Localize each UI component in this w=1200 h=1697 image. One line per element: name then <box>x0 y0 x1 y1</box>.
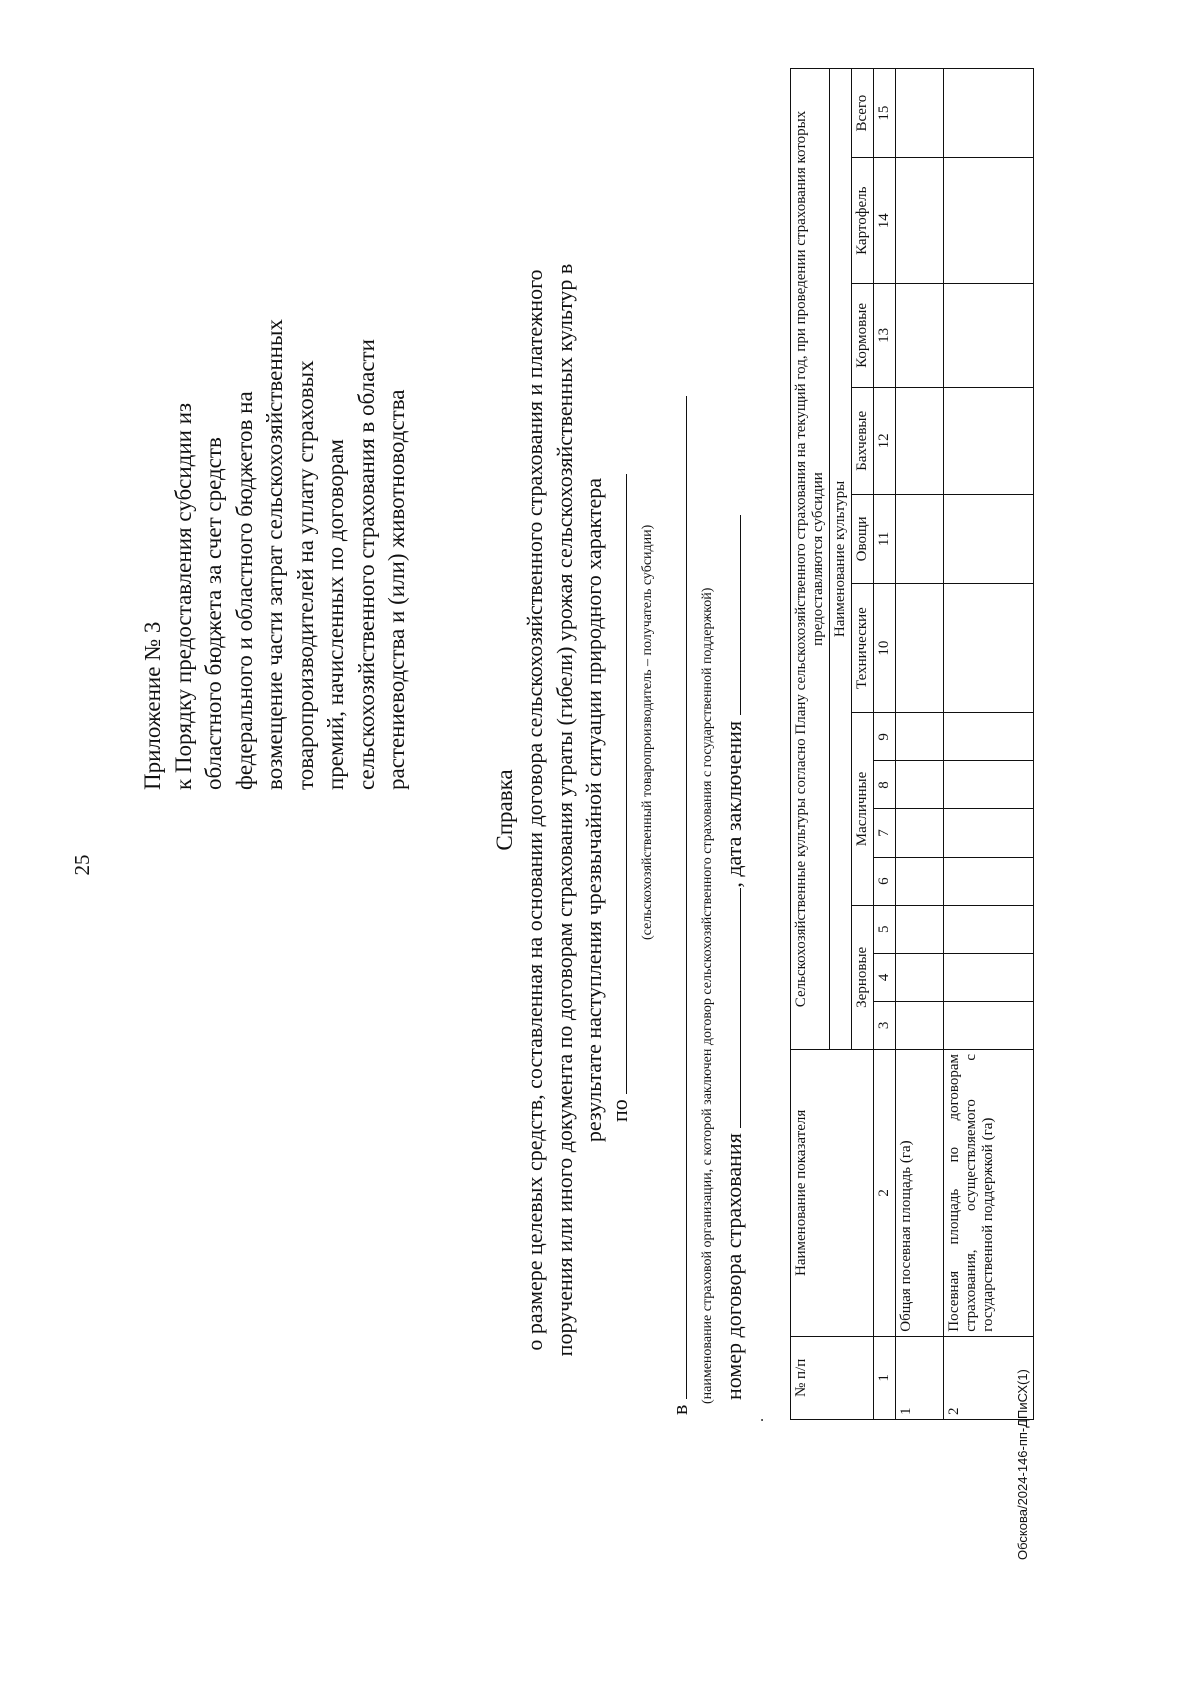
data-cell[interactable] <box>944 761 1034 809</box>
po-caption: (сельскохозяйственный товаропроизводитель – получатель субсидии) <box>640 524 655 940</box>
column-number: 5 <box>874 905 896 953</box>
appendix-line: товаропроизводителей на уплату страховых <box>292 360 318 790</box>
header-vegetables: Овощи <box>852 495 874 584</box>
data-cell[interactable] <box>944 495 1034 584</box>
data-cell[interactable] <box>944 387 1034 494</box>
v-blank[interactable] <box>666 396 687 1399</box>
contract-number-label: номер договора страхования <box>721 1133 746 1400</box>
appendix-line: областного бюджета за счет средств <box>201 437 226 790</box>
column-number: 15 <box>874 69 896 158</box>
appendix-line: сельскохозяйственного страхования в области <box>353 339 379 790</box>
column-number-row <box>874 69 896 1420</box>
data-cell[interactable] <box>896 583 944 713</box>
table-row <box>896 69 944 1420</box>
column-number: 3 <box>874 1001 896 1049</box>
subtitle-line: о размере целевых средств, составленная на основании договора сельскохозяйственного страхования и платежного <box>522 269 547 1351</box>
subsidy-table <box>790 68 1034 1420</box>
appendix-line: премий, начисленных по договорам <box>323 439 348 790</box>
column-number: 13 <box>874 284 896 388</box>
po-label: по <box>607 1099 632 1122</box>
data-cell[interactable] <box>944 158 1034 284</box>
v-line <box>666 396 693 1415</box>
header-oil: Масличные <box>852 713 874 905</box>
column-number: 12 <box>874 387 896 494</box>
header-number: № п/п <box>791 1336 874 1419</box>
header-crop-name: Наименование культуры <box>830 69 852 1050</box>
header-fodder: Кормовые <box>852 284 874 388</box>
appendix-line: растениеводства и (или) животноводства <box>384 389 409 790</box>
data-cell[interactable] <box>944 284 1034 388</box>
data-cell[interactable] <box>896 953 944 1001</box>
contract-date-label: , дата заключения <box>721 720 746 888</box>
appendix-line: к Порядку предоставления субсидии из <box>170 402 196 790</box>
data-cell[interactable] <box>896 713 944 761</box>
column-number: 9 <box>874 713 896 761</box>
header-potato: Картофель <box>852 158 874 284</box>
stray-dot: . <box>750 1418 767 1422</box>
data-cell[interactable] <box>896 809 944 857</box>
page-number: 25 <box>70 854 94 876</box>
data-cell[interactable] <box>896 905 944 953</box>
header-indicator: Наименование показателя <box>791 1049 874 1336</box>
data-cell[interactable] <box>896 284 944 388</box>
column-number: 14 <box>874 158 896 284</box>
subtitle-line: результате наступления чрезвычайной ситуации природного характера <box>581 477 606 1143</box>
data-cell[interactable] <box>896 761 944 809</box>
data-cell[interactable] <box>896 69 944 158</box>
data-cell[interactable] <box>944 905 1034 953</box>
column-number: 11 <box>874 495 896 584</box>
footer-code: Обскова/2024-146-пп-ДПиСХ(1) <box>1015 1369 1030 1560</box>
appendix-block <box>138 50 413 790</box>
column-number: 4 <box>874 953 896 1001</box>
contract-line <box>720 515 747 1400</box>
row-number: 2 <box>944 1336 1034 1419</box>
data-cell[interactable] <box>896 857 944 905</box>
contract-number-blank[interactable] <box>720 888 741 1128</box>
data-cell[interactable] <box>896 387 944 494</box>
data-cell[interactable] <box>944 809 1034 857</box>
document-title: Справка <box>492 769 517 851</box>
data-cell[interactable] <box>944 857 1034 905</box>
data-cell[interactable] <box>896 1001 944 1049</box>
po-line <box>606 474 633 1122</box>
header-group: Сельскохозяйственные культуры согласно Плану сельскохозяйственного страхования на текущий год, при проведении страхования которых предоставляются субсидии <box>791 69 830 1050</box>
subtitle-line: поручения или иного документа по договорам страхования утраты (гибели) урожая сельскохозяйственных культур в <box>551 263 577 1357</box>
appendix-line: федерального и областного бюджетов на <box>231 391 257 790</box>
title-block <box>490 60 609 1560</box>
appendix-line: возмещение части затрат сельскохозяйственных <box>262 319 287 790</box>
po-blank[interactable] <box>606 474 627 1094</box>
data-cell[interactable] <box>944 1001 1034 1049</box>
table-row <box>944 69 1034 1420</box>
data-cell[interactable] <box>896 158 944 284</box>
column-number: 8 <box>874 761 896 809</box>
row-indicator: Общая посевная площадь (га) <box>896 1049 944 1336</box>
contract-date-blank[interactable] <box>720 515 741 715</box>
data-cell[interactable] <box>944 953 1034 1001</box>
data-cell[interactable] <box>896 495 944 584</box>
appendix-line: Приложение № 3 <box>140 621 165 790</box>
v-caption: (наименование страховой организации, с которой заключен договор сельскохозяйственного страхования с государственной поддержкой) <box>700 587 715 1404</box>
row-number: 1 <box>896 1336 944 1419</box>
data-cell[interactable] <box>944 713 1034 761</box>
header-melon: Бахчевые <box>852 387 874 494</box>
header-total: Всего <box>852 69 874 158</box>
column-number: 1 <box>874 1336 896 1419</box>
data-cell[interactable] <box>944 583 1034 713</box>
column-number: 7 <box>874 809 896 857</box>
data-cell[interactable] <box>944 69 1034 158</box>
v-label: в <box>667 1404 692 1415</box>
landscape-page <box>100 20 1100 1580</box>
column-number: 10 <box>874 583 896 713</box>
column-number: 2 <box>874 1049 896 1336</box>
column-number: 6 <box>874 857 896 905</box>
row-indicator: Посевная площадь по договорам страхования, осуществляемого с государственной поддержкой (га) <box>944 1049 1034 1336</box>
header-grain: Зерновые <box>852 905 874 1049</box>
header-technical: Технические <box>852 583 874 713</box>
